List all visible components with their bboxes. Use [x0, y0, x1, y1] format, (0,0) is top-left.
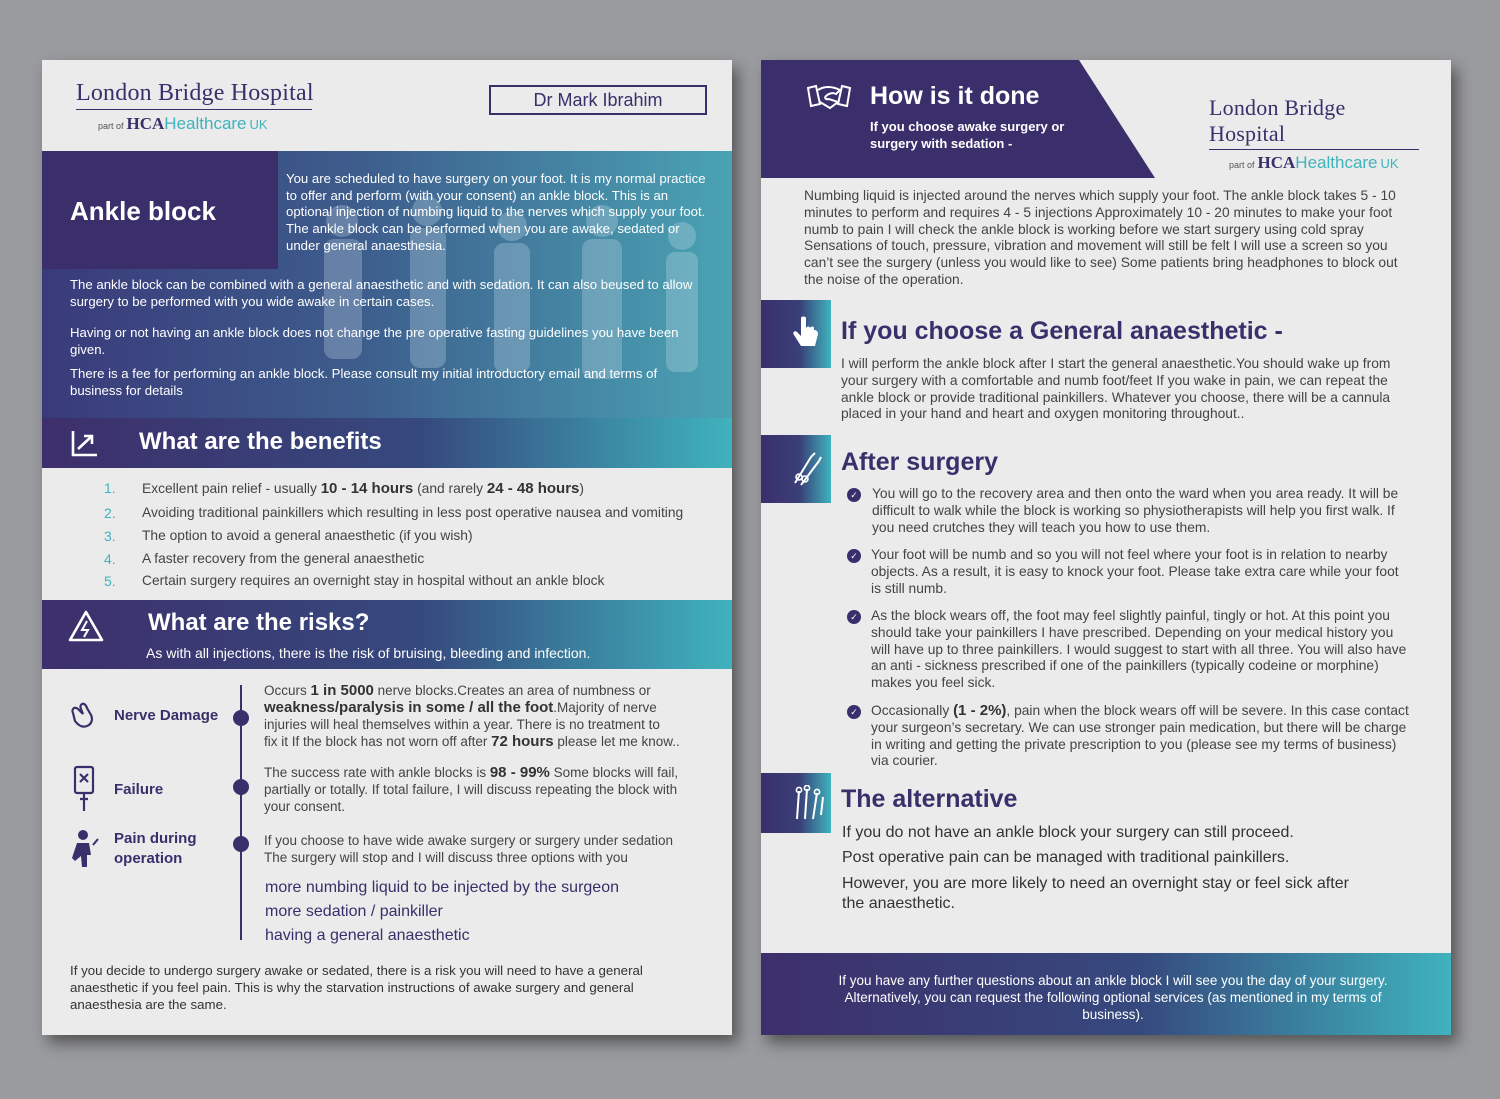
benefits-header — [42, 418, 732, 468]
text-line: The surgery will stop and I will discuss three options with you — [264, 850, 628, 865]
logo-part-of: part of — [98, 121, 124, 131]
after-item-1: You will go to the recovery area and then onto the ward when you area ready. It will be difficult to walk while the block is working so physiotherapists will help you first walk. If you need crutches they will teach you how to use them. — [872, 486, 1399, 535]
alternative-p1: If you do not have an ankle block your surgery can still proceed. — [842, 824, 1294, 841]
risk-label-failure: Failure — [114, 781, 164, 798]
label-line: operation — [114, 850, 183, 867]
surgical-tools-icon — [791, 451, 823, 487]
timeline-dot — [233, 779, 249, 795]
risks-subtitle: As with all injections, there is the risk of bruising, bleeding and infection. — [146, 645, 591, 661]
alternative-p2: Post operative pain can be managed with traditional painkillers. — [842, 849, 1290, 866]
list-number: 3. — [104, 528, 116, 544]
logo-divider — [76, 109, 312, 110]
phone-cross-icon — [72, 765, 98, 813]
check-icon: ✓ — [847, 488, 861, 502]
text-bold: 24 - 48 hours — [486, 480, 580, 497]
text-run: please let me know.. — [553, 734, 680, 749]
option-item: more numbing liquid to be injected by the surgeon — [265, 879, 619, 896]
logo-subline — [76, 114, 316, 134]
benefits-title: What are the benefits — [139, 428, 382, 455]
text-bold: (1 - 2%) — [953, 702, 1007, 719]
text-bold: 72 hours — [491, 733, 554, 750]
text-line — [264, 733, 704, 750]
option-item: having a general anaesthetic — [265, 927, 470, 944]
text-run: Excellent pain relief - usually — [142, 481, 321, 496]
logo-uk: UK — [249, 117, 268, 132]
text-line: injuries will heal themselves within a year. There is no treatment to — [264, 717, 660, 732]
timeline-dot — [233, 836, 249, 852]
text-run: fix it If the block has not worn off after — [264, 734, 492, 749]
hero-para-fasting: Having or not having an ankle block does not change the pre operative fasting guidelines you have been given. — [70, 325, 679, 357]
list-number: 5. — [104, 573, 116, 589]
text-bold: weakness/paralysis in some / all the foot — [264, 699, 554, 716]
trend-up-icon — [70, 428, 100, 458]
check-icon: ✓ — [847, 549, 861, 563]
left-page — [42, 60, 732, 1035]
text-run: , pain when the block wears off will be severe. In this case contact your surgeon’s secretary. We can use stronger pain medication, but there will be charge in writing and getting the private prescription to you (please see my terms of business) via courier. — [871, 703, 1409, 769]
hospital-logo — [76, 80, 316, 134]
footer-banner — [761, 953, 1451, 1035]
risk-text-pain — [264, 832, 704, 866]
text-run: The success rate with ankle blocks is — [264, 765, 490, 780]
text-run: Occasionally — [871, 703, 954, 718]
list-text: Certain surgery requires an overnight stay in hospital without an ankle block — [142, 573, 605, 588]
hero-para-combined: The ankle block can be combined with a general anaesthetic and with sedation. It can also beused to allow surgery to be performed with you wide awake in certain cases. — [70, 277, 693, 309]
logo-hca: HCA — [1257, 153, 1296, 172]
list-text — [142, 480, 584, 497]
how-body: Numbing liquid is injected around the nerves which supply your foot. The ankle block takes 5 - 10 minutes to perform and requires 4 - 5 injections Approximately 10 - 20 minutes to make your foot numb to pain I will check the ankle block is working before we start surgery using cold spray Sensations of touch, pressure, vibration and movement will still be felt I will use a screen so you can’t see the surgery (unless you would like to see) Some patients bring headphones to block out the noise of the operation. — [804, 188, 1398, 287]
text-line: If you choose to have wide awake surgery or surgery under sedation — [264, 833, 673, 848]
list-text: A faster recovery from the general anaesthetic — [142, 551, 425, 566]
right-page — [761, 60, 1451, 1035]
hospital-logo — [1209, 95, 1424, 173]
text-line: your consent. — [264, 799, 346, 814]
hero-para-fee: There is a fee for performing an ankle block. Please consult my initial introductory email and terms of business for details — [70, 366, 658, 398]
list-number: 2. — [104, 505, 116, 521]
label-line: Pain during — [114, 830, 197, 847]
text-line — [264, 764, 704, 781]
how-title: How is it done — [870, 82, 1040, 110]
logo-divider — [1209, 149, 1419, 150]
alternative-title: The alternative — [841, 785, 1018, 813]
warning-icon — [68, 610, 104, 642]
patient-icon — [69, 829, 101, 869]
logo-name: London Bridge Hospital — [76, 80, 314, 106]
text-run: ) — [579, 481, 585, 496]
option-item: more sedation / painkiller — [265, 903, 443, 920]
text-bold: 10 - 14 hours — [320, 480, 414, 497]
risks-title: What are the risks? — [148, 609, 370, 636]
after-tab — [761, 435, 831, 503]
logo-healthcare: Healthcare — [1295, 153, 1378, 172]
general-title: If you choose a General anaesthetic - — [841, 317, 1283, 345]
text-bold: 1 in 5000 — [310, 682, 374, 699]
risks-closing: If you decide to undergo surgery awake or sedated, there is a risk you will need to have a general anaesthetic if you feel pain. This is why the starvation instructions of awake surgery and general anaesthesia are the same. — [70, 963, 643, 1012]
how-subtitle: If you choose awake surgery or surgery with sedation - — [870, 119, 1065, 151]
check-icon: ✓ — [847, 705, 861, 719]
after-item-4 — [871, 703, 1411, 770]
risks-header — [42, 600, 732, 669]
doctor-name-box — [489, 85, 707, 115]
logo-hca: HCA — [126, 114, 165, 133]
text-line — [264, 699, 704, 716]
acupuncture-icon — [791, 785, 825, 821]
risk-text-nerve — [264, 682, 704, 750]
hero-intro: You are scheduled to have surgery on your foot. It is my normal practice to offer and perform (with your consent) an ankle block. This is an optional injection of numbing liquid to the nerves which supply your foot. The ankle block can be performed when you are awake, sedated or under general anaesthesia. — [286, 171, 706, 253]
text-bold: 98 - 99% — [489, 764, 550, 781]
logo-part-of: part of — [1229, 160, 1255, 170]
logo-uk: UK — [1380, 156, 1399, 171]
risk-text-failure — [264, 764, 704, 815]
timeline-dot — [233, 710, 249, 726]
footer-text: If you have any further questions about an ankle block I will see you the day of your surgery. Alternatively, you can request the following optional services (as mentioned in my terms of business). — [838, 973, 1388, 1022]
alternative-tab — [761, 773, 831, 833]
text-line — [264, 682, 704, 699]
risk-label-nerve: Nerve Damage — [114, 707, 219, 724]
hero-title-box — [42, 151, 278, 269]
logo-subline — [1209, 153, 1424, 173]
text-run: Occurs — [264, 683, 311, 698]
list-number: 4. — [104, 551, 116, 567]
after-item-3: As the block wears off, the foot may feel slightly painful, tingly or hot. At this point you should take your painkillers I have prescribed. Depending on your medical history you will have up to three painkillers. I would suggest to start with all three. You will also have an anti - sickness prescribed if one of the painkillers (typically codeine or morphine) makes you feel sick. — [871, 608, 1407, 691]
risk-label-pain — [114, 829, 197, 869]
after-item-2: Your foot will be numb and so you will not feel where your foot is in relation to nearby objects. As a result, it is easy to knock your foot. Please take extra care while your foot is still numb. — [871, 547, 1399, 596]
text-run: Some blocks will fail, — [549, 765, 679, 780]
list-text: Avoiding traditional painkillers which resulting in less post operative nausea and vomiting — [142, 505, 684, 520]
handshake-icon — [806, 82, 852, 112]
general-body: I will perform the ankle block after I start the general anaesthetic.You should wake up from your surgery with a comfortable and numb foot/feet If you wake in pain, we can repeat the ankle block or provide traditional painkillers. Whatever you choose, there will be a cannula placed in your hand and heart and oxygen monitoring throughout.. — [841, 356, 1391, 422]
pointer-hand-icon — [791, 316, 821, 350]
logo-healthcare: Healthcare — [164, 114, 247, 133]
logo-name: London Bridge Hospital — [1209, 95, 1346, 146]
hero-title: Ankle block — [70, 196, 216, 226]
hero-banner — [42, 151, 732, 418]
text-run: (and rarely — [413, 481, 487, 496]
pain-options — [265, 876, 619, 948]
hand-icon — [69, 701, 99, 729]
alternative-p3: However, you are more likely to need an overnight stay or feel sick after the anaesthetic. — [842, 875, 1349, 912]
text-run: nerve blocks.Creates an area of numbness or — [373, 683, 651, 698]
list-number: 1. — [104, 480, 116, 496]
text-line: partially or totally. If total failure, I will discuss repeating the block with — [264, 782, 678, 797]
doctor-name: Dr Mark Ibrahim — [533, 90, 663, 110]
list-text: The option to avoid a general anaesthetic (if you wish) — [142, 528, 473, 543]
general-tab — [761, 300, 831, 368]
check-icon: ✓ — [847, 610, 861, 624]
text-run: .Majority of nerve — [553, 700, 657, 715]
after-title: After surgery — [841, 448, 998, 476]
